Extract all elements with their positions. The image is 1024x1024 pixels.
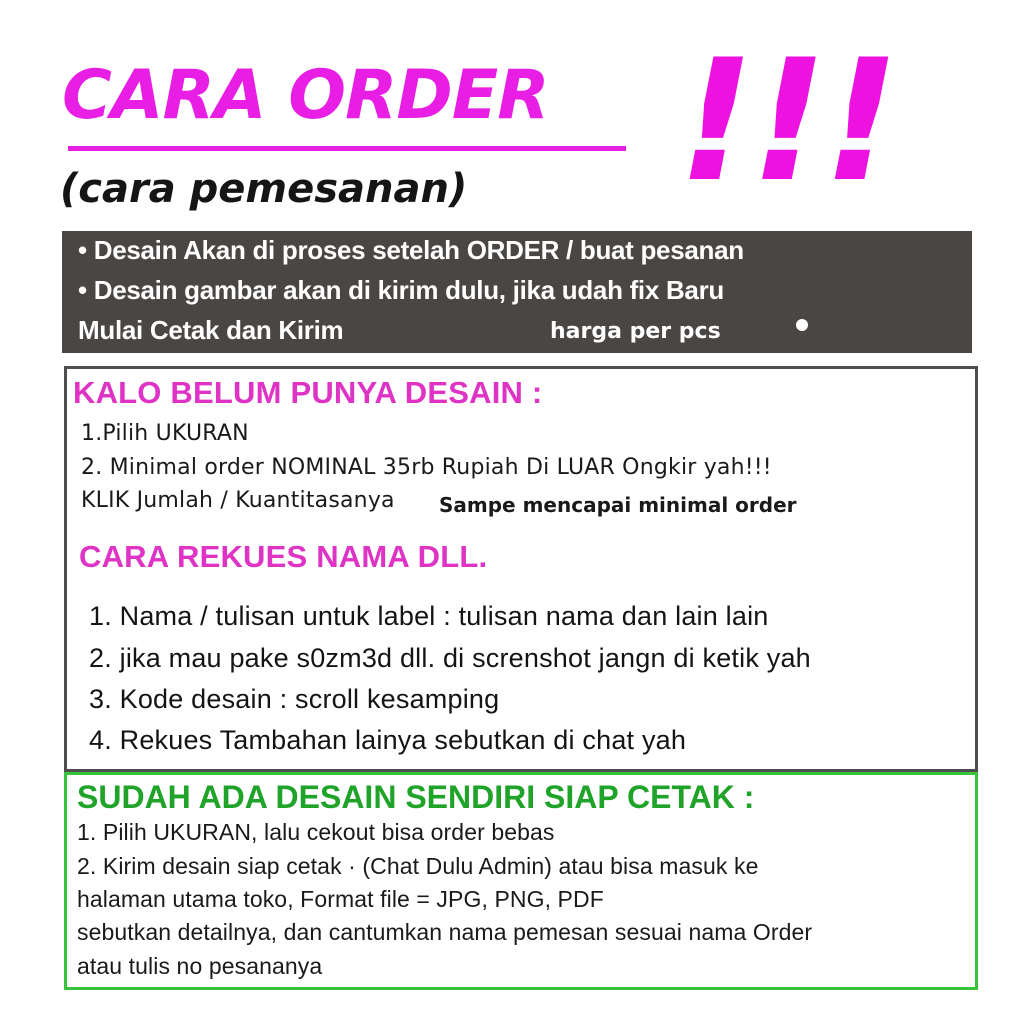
minimum-order-note: Sampe mencapai minimal order [439,493,797,517]
no-design-heading: KALO BELUM PUNYA DESAIN : [73,375,543,410]
own-design-line: sebutkan detailnya, dan cantumkan nama pemesan sesuai nama Order [77,919,813,945]
request-item: 2. jika mau pake s0zm3d dll. di screnshot jangn di ketik yah [89,643,811,673]
own-design-line: atau tulis no pesananya [77,953,323,979]
info-line-1: • Desain Akan di proses setelah ORDER / buat pesanan [78,235,744,265]
exclamation-marks: !!! [678,23,896,219]
page-subtitle: (cara pemesanan) [60,166,468,212]
own-design-heading: SUDAH ADA DESAIN SENDIRI SIAP CETAK : [77,779,755,815]
request-item: 3. Kode desain : scroll kesamping [89,684,500,714]
info-box [62,231,972,353]
request-heading: CARA REKUES NAMA DLL. [79,539,488,574]
request-item: 4. Rekues Tambahan lainya sebutkan di chat yah [89,725,687,755]
info-line-2: • Desain gambar akan di kirim dulu, jika udah fix Baru [78,275,724,305]
own-design-line: halaman utama toko, Format file = JPG, PNG, PDF [77,886,604,912]
no-design-section [64,366,978,772]
no-design-line-1: 1.Pilih UKURAN [81,421,249,446]
info-line-3: Mulai Cetak dan Kirim [78,315,344,345]
request-item: 1. Nama / tulisan untuk label : tulisan nama dan lain lain [89,601,769,631]
price-note: harga per pcs [550,319,721,344]
bullet-dot [796,319,808,331]
no-design-line-3: KLIK Jumlah / Kuantitasanya [81,488,395,513]
own-design-section [64,772,978,990]
own-design-line: 2. Kirim desain siap cetak · (Chat Dulu Admin) atau bisa masuk ke [77,853,759,879]
own-design-line: 1. Pilih UKURAN, lalu cekout bisa order bebas [77,819,555,845]
title-underline [68,146,626,151]
page-title: CARA ORDER [62,56,549,135]
no-design-line-2: 2. Minimal order NOMINAL 35rb Rupiah Di LUAR Ongkir yah!!! [81,455,772,480]
